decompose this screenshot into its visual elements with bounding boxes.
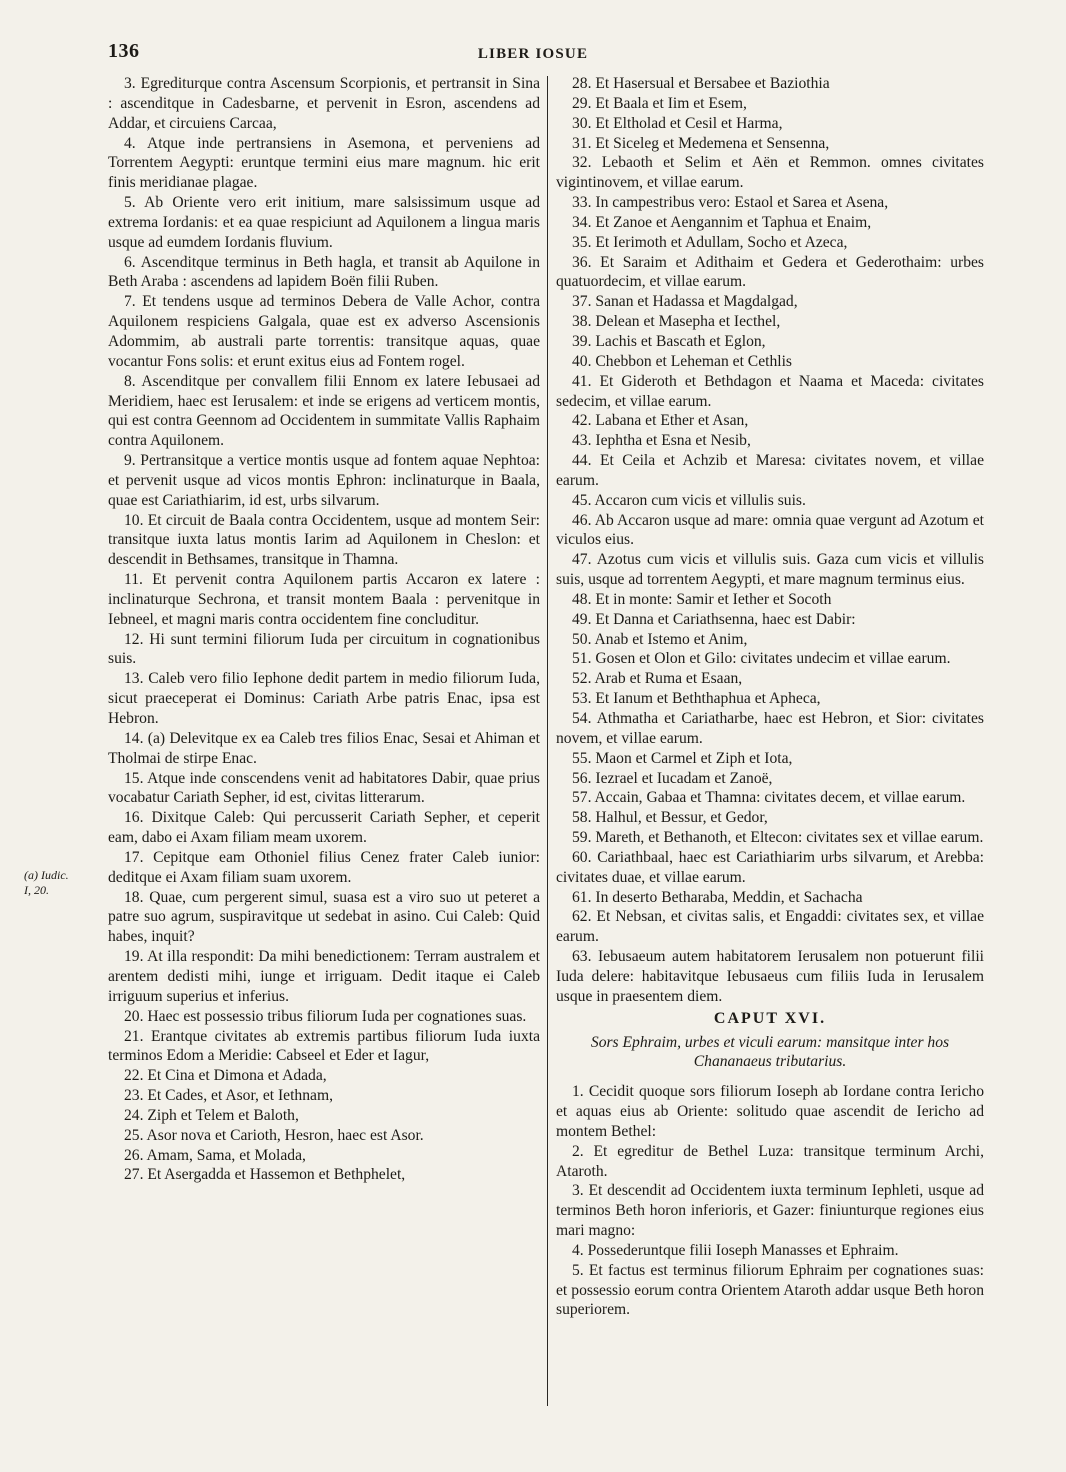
verse: 25. Asor nova et Carioth, Hesron, haec est Asor.	[124, 1126, 424, 1144]
verse: 2. Et egreditur de Bethel Luza: transitque terminum Archi, Ataroth.	[556, 1142, 984, 1180]
page-number: 136	[108, 40, 140, 62]
verse: 23. Et Cades, et Asor, et Iethnam,	[124, 1087, 333, 1105]
verse: 21. Erantque civitates ab extremis partibus filiorum Iuda iuxta terminos Edom a Meridie: Cabseel et Eder et Iagur,	[108, 1027, 540, 1065]
verse: 6. Ascenditque terminus in Beth hagla, et transit ab Aquilone in Beth Araba : ascendens ad lapidem Boën filii Ruben.	[108, 253, 540, 291]
verse: 12. Hi sunt termini filiorum Iuda per circuitum in cognationibus suis.	[108, 630, 540, 668]
right-column	[556, 74, 984, 1320]
verse: 36. Et Saraim et Adithaim et Gedera et Gederothaim: urbes quatuordecim, et villae earum.	[556, 253, 984, 291]
left-column	[108, 74, 540, 1185]
verse: 42. Labana et Ether et Asan,	[572, 412, 749, 430]
verse: 37. Sanan et Hadassa et Magdalgad,	[572, 293, 798, 311]
verse: 19. At illa respondit: Da mihi benedictionem: Terram australem et arentem dedisti mihi, iunge et irriguam. Dedit itaque ei Caleb irriguum superius et inferius.	[108, 948, 540, 1005]
verse: 13. Caleb vero filio Iephone dedit partem in medio filiorum Iuda, sicut praeceperat ei Dominus: Cariath Arbe patris Enac, ipsa est Hebron.	[108, 670, 540, 727]
verse: 8. Ascenditque per convallem filii Ennom ex latere Iebusaei ad Meridiem, haec est Ierusalem: et inde se erigens ad verticem montis, qui est contra Geennom ad Occidentem in summitate Vallis Raphaim contra Aquilonem.	[108, 372, 540, 450]
verse: 51. Gosen et Olon et Gilo: civitates undecim et villae earum.	[572, 650, 951, 668]
verse: 47. Azotus cum vicis et villulis suis. Gaza cum vicis et villulis suis, usque ad torrentem Aegypti, et mare magnum terminus eius.	[556, 551, 984, 589]
verse: 40. Chebbon et Leheman et Cethlis	[572, 352, 792, 370]
verse: 11. Et pervenit contra Aquilonem partis Accaron ex latere : inclinaturque Sechrona, et transit montem Baala : pervenitque in Iebneel, et magni maris contra occidentem fine concluditur.	[108, 571, 540, 628]
verse: 31. Et Siceleg et Medemena et Sensenna,	[572, 134, 830, 152]
verse: 5. Ab Oriente vero erit initium, mare salsissimum usque ad extrema Iordanis: et ea quae respiciunt ad Aquilonem a lingua maris usque ad eumdem Iordanis fluvium.	[108, 194, 540, 251]
verse: 4. Possederuntque filii Ioseph Manasses et Ephraim.	[572, 1241, 899, 1259]
margin-note	[24, 868, 104, 898]
verse: 43. Iephtha et Esna et Nesib,	[572, 432, 751, 450]
verse: 24. Ziph et Telem et Baloth,	[124, 1106, 299, 1124]
verse: 52. Arab et Ruma et Esaan,	[572, 670, 743, 688]
verse: 59. Mareth, et Bethanoth, et Eltecon: civitates sex et villae earum.	[572, 829, 984, 847]
verse: 61. In deserto Betharaba, Meddin, et Sachacha	[572, 888, 863, 906]
verse: 17. Cepitque eam Othoniel filius Cenez frater Caleb iunior: deditque ei Axam filiam suam uxorem.	[108, 848, 540, 886]
verse: 27. Et Asergadda et Hassemon et Bethphelet,	[124, 1166, 406, 1184]
verse: 29. Et Baala et Iim et Esem,	[572, 94, 747, 112]
verse: 4. Atque inde pertransiens in Asemona, et perveniens ad Torrentem Aegypti: eruntque termini eius mare magnum. hic erit finis meridianae plagae.	[108, 134, 540, 192]
verse: 3. Egrediturque contra Ascensum Scorpionis, et pertransit in Sina : ascenditque in Cadesbarne, et pervenit in Esron, ascendens ad Addar, et circuiens Carcaa,	[108, 75, 540, 132]
verse: 10. Et circuit de Baala contra Occidentem, usque ad montem Seir: transitque iuxta latus montis Iarim ad Aquilonem in Cheslon: et descendit in Bethsames, transitque in Thamna.	[108, 511, 540, 569]
verse: 16. Dixitque Caleb: Qui percusserit Cariath Sepher, et ceperit eam, dabo ei Axam filiam meam uxorem.	[108, 809, 540, 847]
verse: 53. Et Ianum et Beththaphua et Apheca,	[572, 690, 821, 708]
verse: 46. Ab Accaron usque ad mare: omnia quae vergunt ad Azotum et viculos eius.	[556, 511, 984, 549]
verse: 54. Athmatha et Cariatharbe, haec est Hebron, et Sior: civitates novem, et villae earum.	[556, 710, 984, 747]
verse: 9. Pertransitque a vertice montis usque ad fontem aquae Nephtoa: et pervenit usque ad vicos montis Ephron: inclinaturque in Baala, quae est Cariathiarim, id est, urbs silvarum.	[108, 452, 540, 509]
verse: 45. Accaron cum vicis et villulis suis.	[572, 491, 806, 509]
verse: 41. Et Gideroth et Bethdagon et Naama et Maceda: civitates sedecim, et villae earum.	[556, 372, 984, 410]
verse: 18. Quae, cum pergerent simul, suasa est a viro suo ut peteret a patre suo agrum, suspiravitque ut sedebat in asino. Cui Caleb: Quid habes, inquit?	[108, 888, 540, 946]
verse: 14. (a) Delevitque ex ea Caleb tres filios Enac, Sesai et Ahiman et Tholmai de stirpe Enac.	[108, 729, 540, 767]
verse: 15. Atque inde conscendens venit ad habitatores Dabir, quae prius vocabatur Cariath Sepher, id est, civitas litterarum.	[108, 769, 540, 807]
verse: 49. Et Danna et Cariathsenna, haec est Dabir:	[572, 610, 856, 628]
verse: 3. Et descendit ad Occidentem iuxta terminum Iephleti, usque ad terminos Beth horon inferioris, et Gazer: finiunturque regiones eius mari magno:	[556, 1182, 984, 1240]
verse: 48. Et in monte: Samir et Iether et Socoth	[572, 590, 832, 608]
verse: 55. Maon et Carmel et Ziph et Iota,	[572, 749, 793, 767]
verse: 7. Et tendens usque ad terminos Debera de Valle Achor, contra Aquilonem respiciens Galgala, quae est ex adverso Ascensionis Adommim, ab australi parte torrentis: transitque aquas, quae vocantur Fons solis: et erunt exitus eius ad Fontem rogel.	[108, 293, 540, 370]
verse: 28. Et Hasersual et Bersabee et Baziothia	[572, 75, 830, 92]
chapter-summary: Sors Ephraim, urbes et viculi earum: mansitque inter hos Chananaeus tributarius.	[590, 1033, 950, 1071]
verse: 57. Accain, Gabaa et Thamna: civitates decem, et villae earum.	[572, 789, 966, 807]
verse: 34. Et Zanoe et Aengannim et Taphua et Enaim,	[572, 213, 872, 231]
chapter-heading: CAPUT XVI.	[713, 1009, 827, 1027]
margin-note-line: I, 20.	[24, 883, 49, 897]
verse: 30. Et Eltholad et Cesil et Harma,	[572, 114, 783, 132]
column-divider	[547, 76, 548, 1406]
verse: 22. Et Cina et Dimona et Adada,	[124, 1067, 327, 1085]
verse: 63. Iebusaeum autem habitatorem Ierusalem non potuerunt filii Iuda delere: habitavitque Iebusaeus cum filiis Iuda in Ierusalem usque in praesentem diem.	[556, 948, 984, 1005]
verse: 62. Et Nebsan, et civitas salis, et Engaddi: civitates sex, et villae earum.	[556, 908, 984, 946]
verse: 56. Iezrael et Iucadam et Zanoë,	[572, 769, 773, 787]
verse: 5. Et factus est terminus filiorum Ephraim per cognationes suas: et possessio eorum contra Orientem Ataroth addar usque Beth horon superiorem.	[556, 1261, 984, 1319]
verse: 38. Delean et Masepha et Iecthel,	[572, 313, 781, 331]
verse: 39. Lachis et Bascath et Eglon,	[572, 332, 766, 350]
verse: 26. Amam, Sama, et Molada,	[124, 1146, 306, 1164]
verse: 50. Anab et Istemo et Anim,	[572, 630, 748, 648]
verse: 33. In campestribus vero: Estaol et Sarea et Asena,	[572, 194, 889, 212]
verse: 32. Lebaoth et Selim et Aën et Remmon. omnes civitates vigintinovem, et villae earum.	[556, 154, 984, 192]
verse: 35. Et Ierimoth et Adullam, Socho et Azeca,	[572, 233, 848, 251]
verse: 1. Cecidit quoque sors filiorum Ioseph ab Iordane contra Iericho et aquas eius ab Oriente: solitudo quae ascendit de Iericho ad montem Bethel:	[556, 1083, 984, 1140]
margin-note-line: (a) Iudic.	[24, 868, 69, 882]
verse: 44. Et Ceila et Achzib et Maresa: civitates novem, et villae earum.	[556, 452, 984, 489]
verse: 58. Halhul, et Bessur, et Gedor,	[572, 809, 768, 827]
running-head: LIBER IOSUE	[477, 46, 589, 62]
verse: 20. Haec est possessio tribus filiorum Iuda per cognationes suas.	[124, 1007, 527, 1025]
verse: 60. Cariathbaal, haec est Cariathiarim urbs silvarum, et Arebba: civitates duae, et villae earum.	[556, 848, 984, 886]
